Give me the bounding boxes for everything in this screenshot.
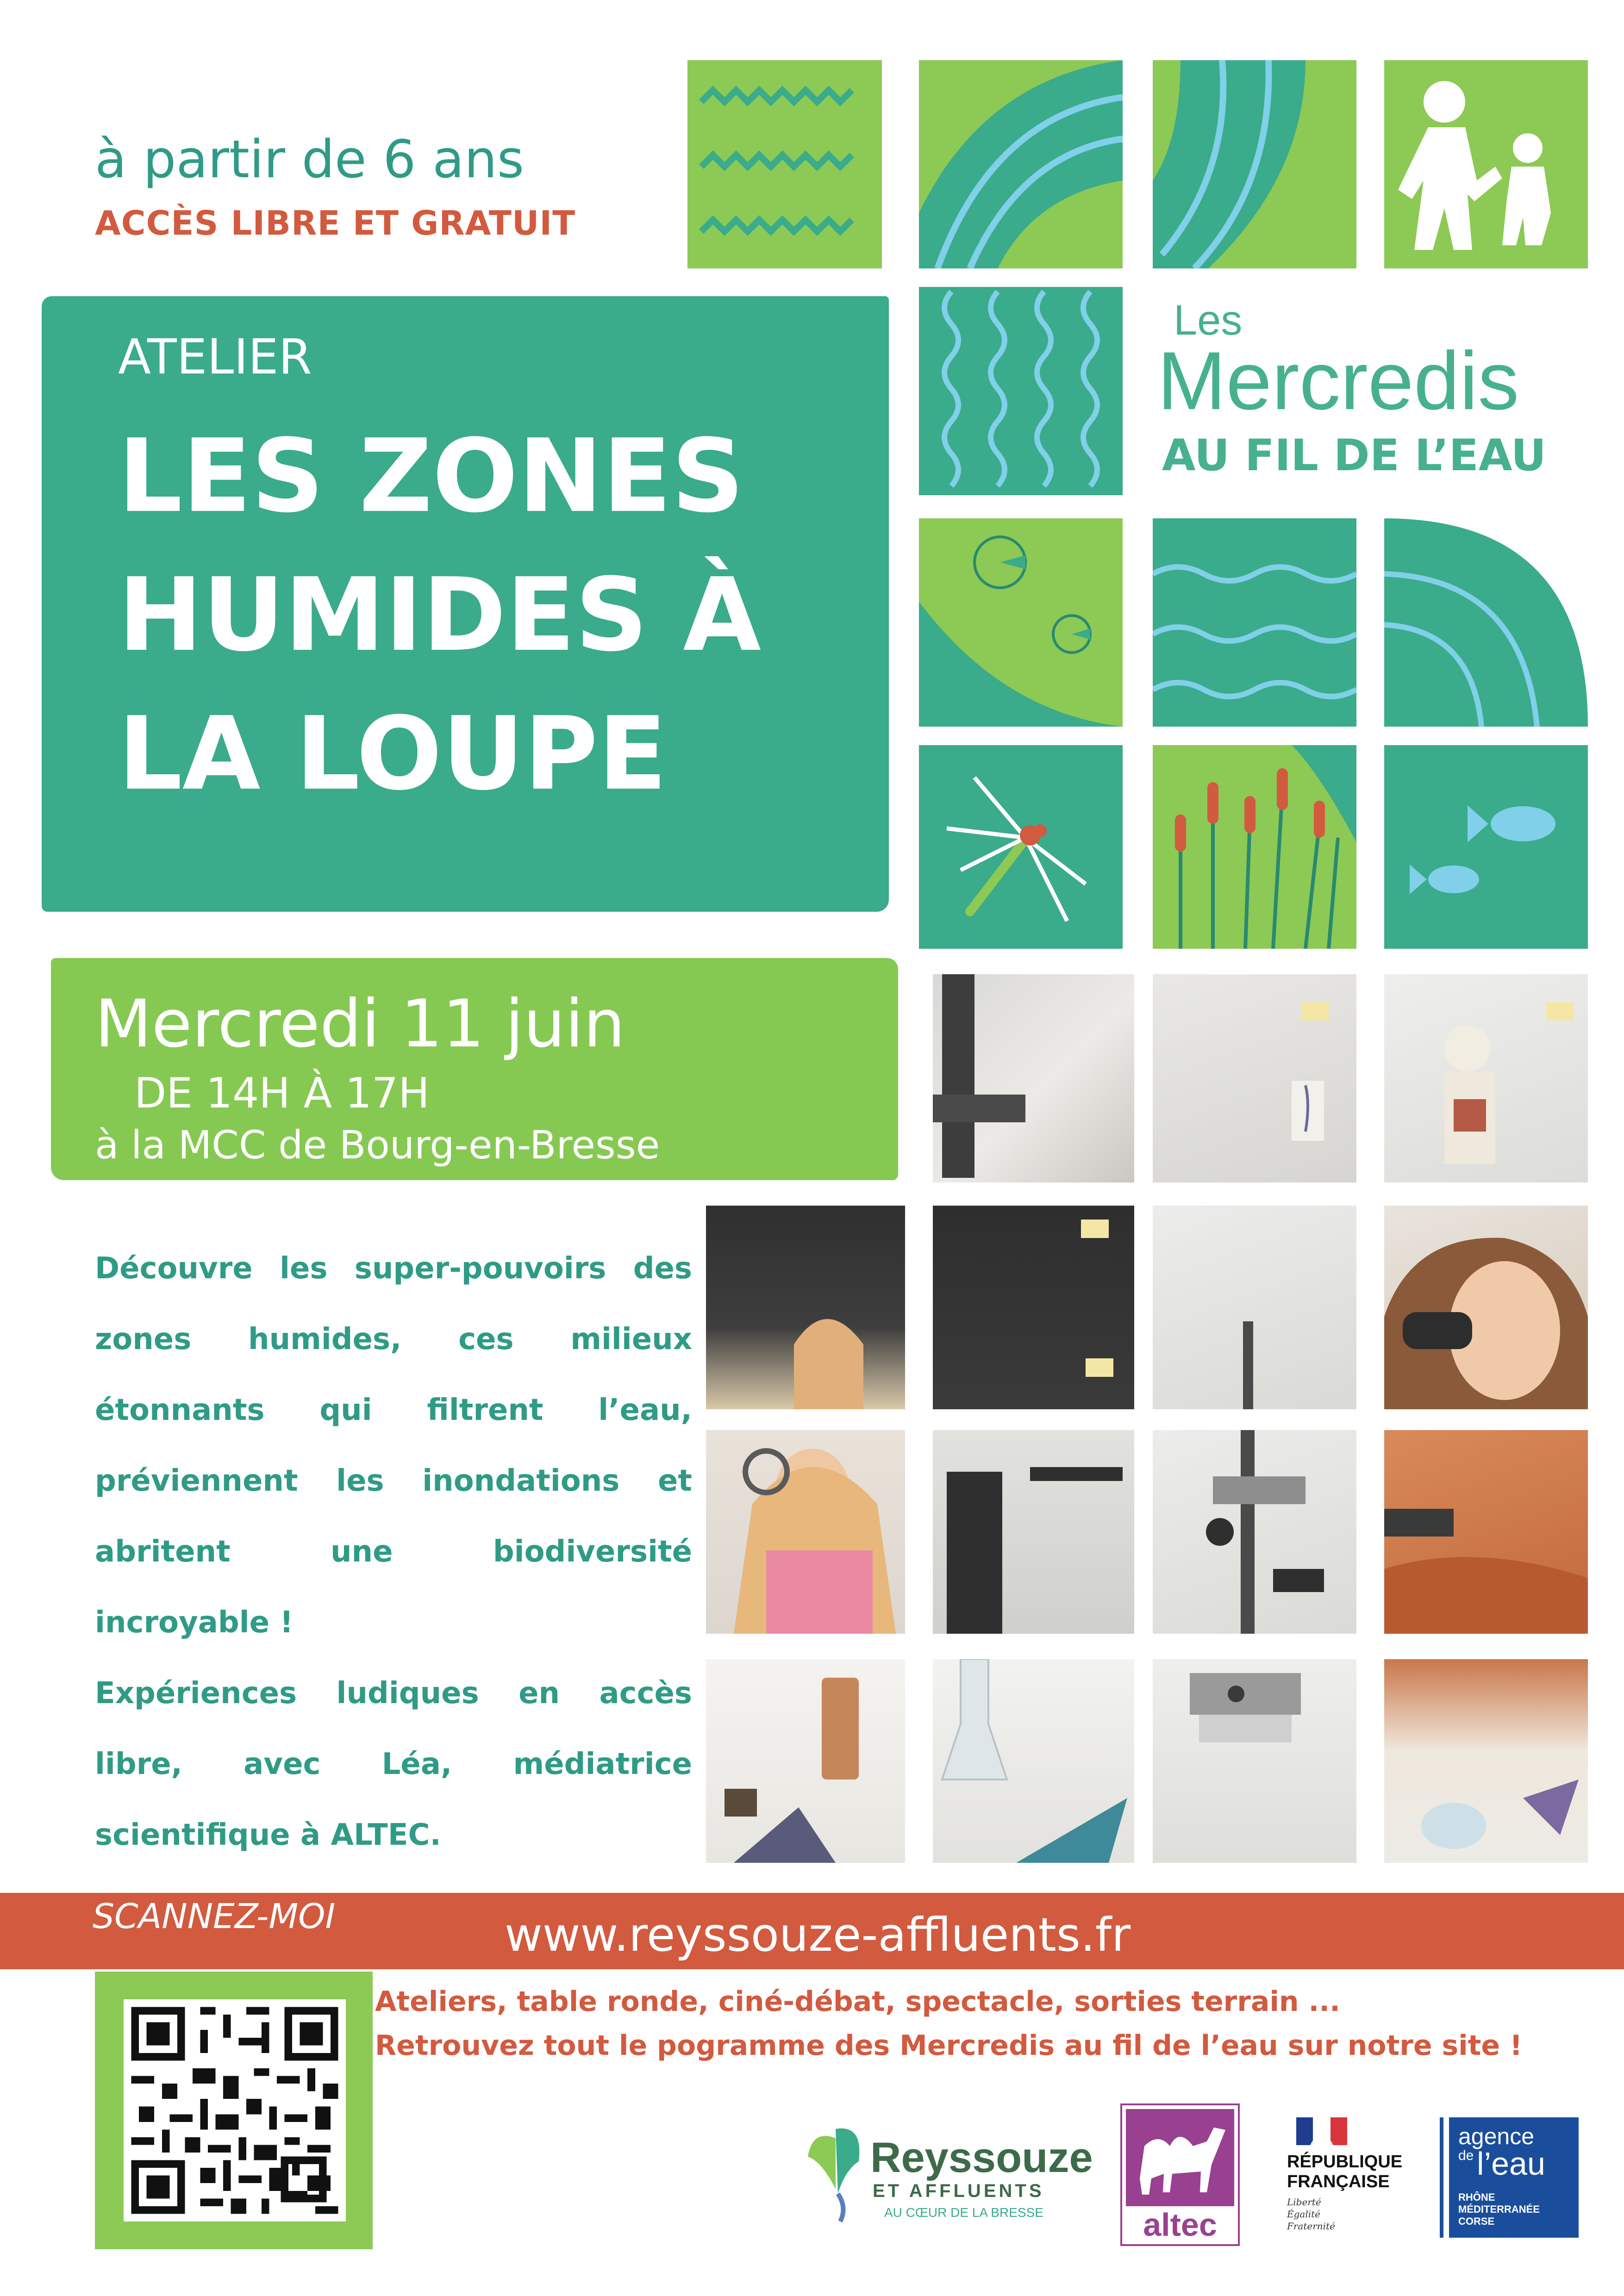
program-summary: Ateliers, table ronde, ciné-débat, spectacle, sorties terrain ... bbox=[375, 1985, 1340, 2018]
river-bend-tile bbox=[919, 60, 1123, 268]
photo-tile bbox=[933, 1430, 1134, 1634]
description bbox=[95, 1233, 692, 1871]
photo-tile bbox=[706, 1206, 905, 1409]
agence-eau-logo bbox=[1449, 2117, 1579, 2238]
photo-tile bbox=[706, 1430, 905, 1634]
age-label: à partir de 6 ans bbox=[95, 130, 525, 190]
photo-tile bbox=[1153, 1659, 1356, 1863]
agence-divider bbox=[1440, 2117, 1443, 2238]
photo-tile bbox=[1384, 1206, 1588, 1409]
photo-tile bbox=[933, 974, 1134, 1182]
photo-tile bbox=[1384, 1659, 1588, 1863]
reyssouze-sub: ET AFFLUENTS bbox=[873, 2181, 1044, 2201]
program-link-text: Retrouvez tout le pogramme des Mercredis au fil de l’eau sur notre site ! bbox=[375, 2029, 1523, 2062]
reyssouze-name: Reyssouze bbox=[870, 2134, 1093, 2181]
leaf-icon bbox=[803, 2120, 868, 2226]
altec-logo bbox=[1120, 2103, 1240, 2246]
river-curve-tile bbox=[1153, 60, 1356, 268]
dragonfly-icon bbox=[919, 745, 1123, 949]
photo-tile bbox=[1153, 974, 1356, 1182]
reyssouze-tag: AU CŒUR DE LA BRESSE bbox=[884, 2205, 1043, 2220]
qr-code[interactable] bbox=[124, 1999, 346, 2221]
photo-tile bbox=[1384, 1430, 1588, 1634]
lily-pad-tile bbox=[919, 518, 1123, 727]
agence-line-2: de bbox=[1458, 2148, 1474, 2163]
photo-tile bbox=[1384, 974, 1588, 1182]
altec-name: altec bbox=[1143, 2207, 1217, 2243]
photo-tile bbox=[1153, 1430, 1356, 1634]
brand-mercredis: Mercredis bbox=[1157, 335, 1519, 427]
republique-line-2: FRANÇAISE bbox=[1287, 2172, 1390, 2191]
reyssouze-logo bbox=[803, 2120, 1093, 2226]
scan-label: SCANNEZ-MOI bbox=[93, 1897, 336, 1936]
republique-devise: Liberté Égalité Fraternité bbox=[1287, 2196, 1335, 2232]
description-paragraph-1: Découvre les super-pouvoirs des zones humides, ces milieux étonnants qui filtrent l’eau, préviennent les inondations et abritent une biodiversité incroyable ! bbox=[95, 1251, 692, 1640]
camel-icon bbox=[1126, 2109, 1234, 2206]
republique-logo bbox=[1287, 2117, 1403, 2238]
event-day: Mercredi 11 juin bbox=[95, 986, 625, 1062]
republique-line-1: RÉPUBLIQUE bbox=[1287, 2152, 1403, 2172]
brand-les: Les bbox=[1174, 297, 1243, 344]
agence-line-1: agence bbox=[1458, 2123, 1535, 2149]
event-place: à la MCC de Bourg-en-Bresse bbox=[95, 1122, 660, 1168]
river-arc-tile bbox=[1384, 518, 1588, 727]
vertical-waves-tile bbox=[919, 287, 1123, 495]
parent-child-icon bbox=[1384, 60, 1588, 268]
description-paragraph-2: Expériences ludiques en accès libre, avec Léa, médiatrice scientifique à ALTEC. bbox=[95, 1676, 692, 1852]
photo-tile bbox=[933, 1659, 1134, 1863]
access-label: ACCÈS LIBRE ET GRATUIT bbox=[95, 204, 576, 243]
website-link[interactable]: www.reyssouze-affluents.fr bbox=[505, 1908, 1131, 1962]
photo-tile bbox=[706, 1659, 905, 1863]
marianne-icon bbox=[1296, 2117, 1347, 2145]
horizontal-waves-tile bbox=[1153, 518, 1356, 727]
agence-line-3: l’eau bbox=[1477, 2146, 1545, 2182]
photo-tile bbox=[933, 1206, 1134, 1409]
wave-pattern-tile bbox=[687, 60, 882, 268]
fish-icon bbox=[1384, 745, 1588, 949]
agence-region: RHÔNE MÉDITERRANÉE CORSE bbox=[1458, 2191, 1540, 2227]
title-main: LES ZONES HUMIDES À LA LOUPE bbox=[118, 418, 762, 813]
cattails-icon bbox=[1153, 745, 1356, 949]
photo-tile bbox=[1153, 1206, 1356, 1409]
brand-subtitle: AU FIL DE L’EAU bbox=[1162, 430, 1547, 481]
event-time: DE 14H À 17H bbox=[134, 1069, 430, 1118]
title-kicker: ATELIER bbox=[118, 329, 312, 385]
